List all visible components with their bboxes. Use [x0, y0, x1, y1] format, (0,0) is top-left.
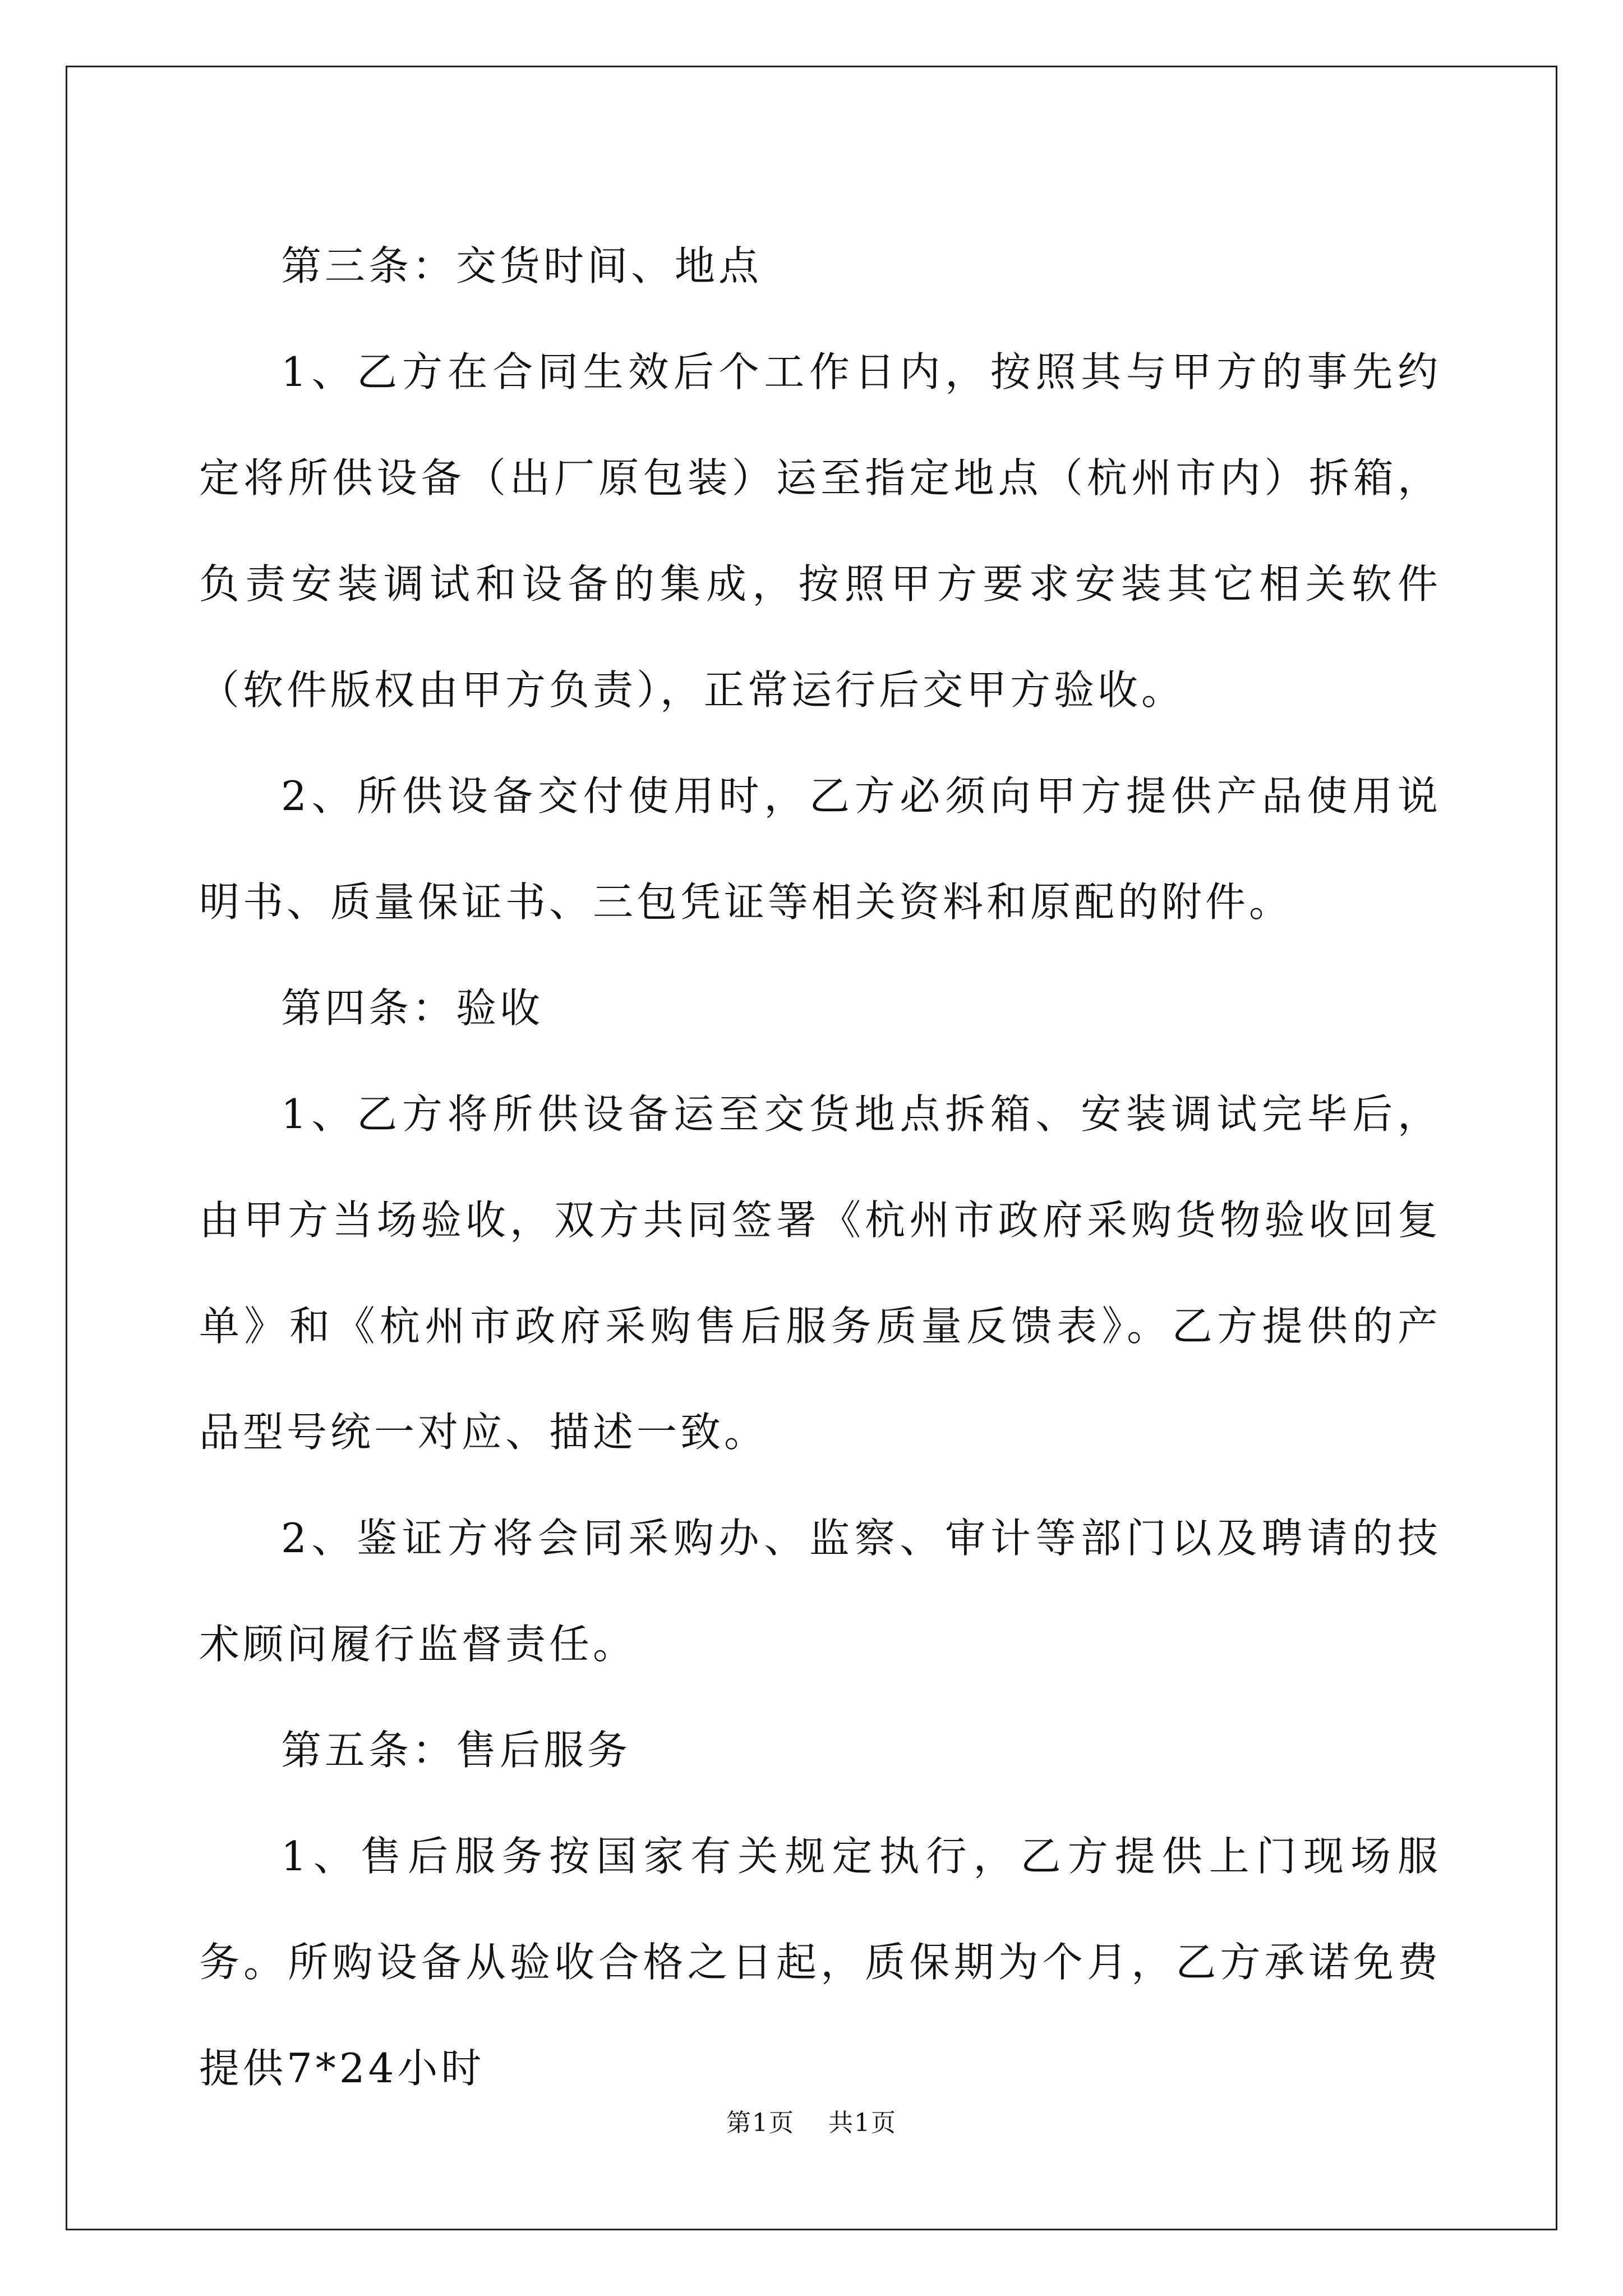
paragraph-delivery-2: 2、所供设备交付使用时，乙方必须向甲方提供产品使用说明书、质量保证书、三包凭证等相关资料和原配的附件。 [199, 772, 1441, 926]
section-heading-3: 第三条：交货时间、地点 [281, 242, 763, 289]
section-heading-4: 第四条：验收 [281, 984, 544, 1032]
paragraph-acceptance-1: 1、乙方将所供设备运至交货地点拆箱、安装调试完毕后，由甲方当场验收，双方共同签署《杭州市政府采购货物验收回复单》和《杭州市政府采购售后服务质量反馈表》。乙方提供的产品型号统一对应、描述一致。 [199, 1091, 1441, 1456]
paragraph-acceptance-2: 2、鉴证方将会同采购办、监察、审计等部门以及聘请的技术顾问履行监督责任。 [199, 1515, 1441, 1668]
page-footer [0, 2102, 1623, 2138]
page-number: 第1页 [726, 2109, 795, 2137]
paragraph-service-1: 1、售后服务按国家有关规定执行，乙方提供上门现场服务。所购设备从验收合格之日起，质保期为个月，乙方承诺免费提供7*24小时 [199, 1833, 1441, 2092]
section-heading-5: 第五条：售后服务 [281, 1727, 631, 1774]
paragraph-delivery-1: 1、乙方在合同生效后个工作日内，按照其与甲方的事先约定将所供设备（出厂原包装）运至指定地点（杭州市内）拆箱，负责安装调试和设备的集成，按照甲方要求安装其它相关软件（软件版权由甲方负责），正常运行后交甲方验收。 [199, 348, 1441, 714]
page-total: 共1页 [828, 2109, 897, 2137]
document-body [199, 213, 1441, 2122]
